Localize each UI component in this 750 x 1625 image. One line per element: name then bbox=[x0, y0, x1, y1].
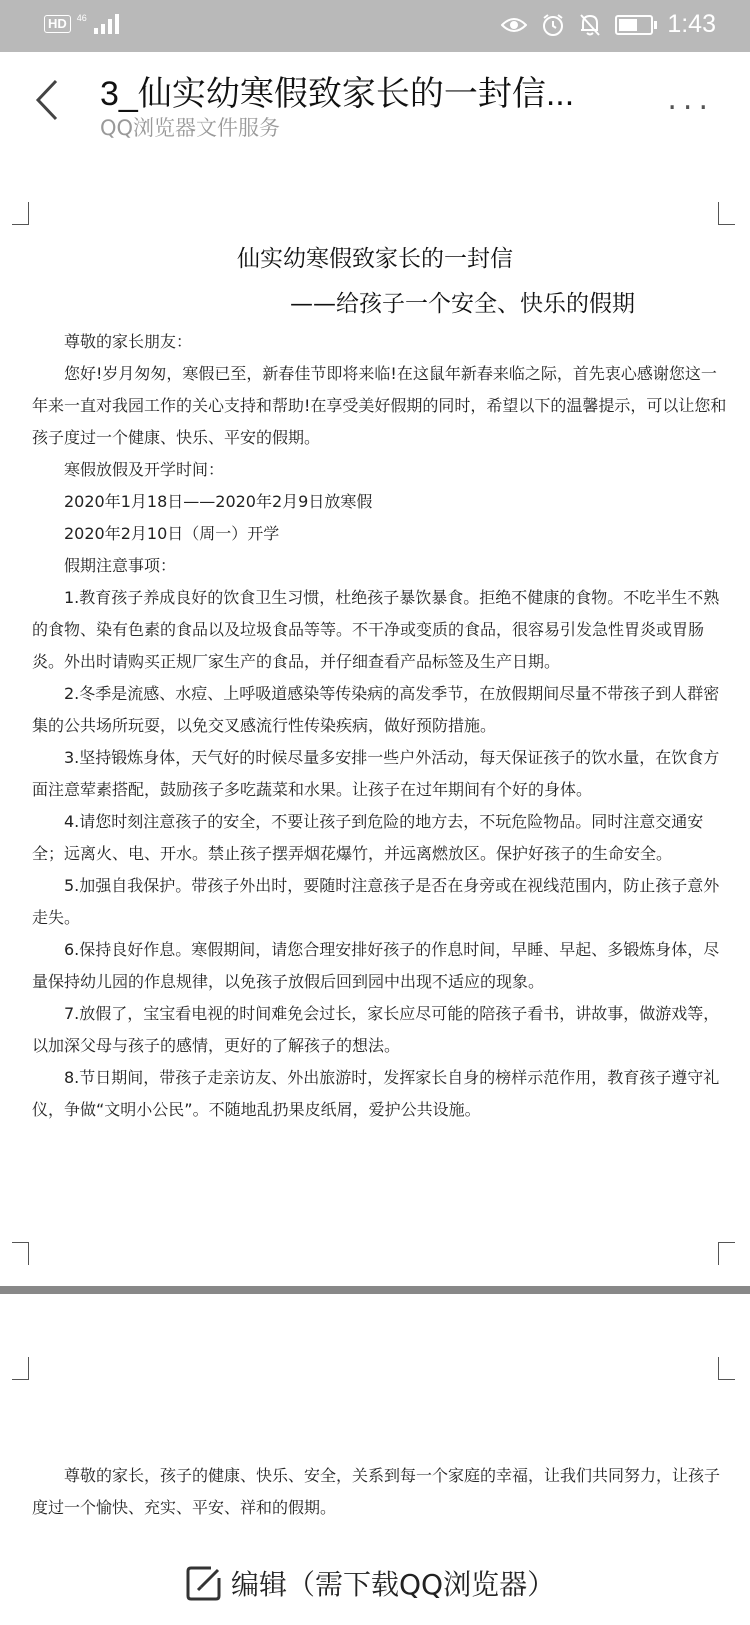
page-separator bbox=[0, 1286, 750, 1294]
document-title: 仙实幼寒假致家长的一封信 bbox=[237, 246, 513, 272]
page-corner-mark bbox=[718, 1242, 735, 1265]
closing-paragraph: 尊敬的家长，孩子的健康、快乐、安全，关系到每一个家庭的幸福，让我们共同努力，让孩子度过一个愉快、充实、平安、祥和的假期。 bbox=[32, 1466, 721, 1517]
notice-item: 1.教育孩子养成良好的饮食卫生习惯，杜绝孩子暴饮暴食。拒绝不健康的食物。不吃半生不熟的食物、染有色素的食品以及垃圾食品等等。不干净或变质的食品，很容易引发急性胃炎或胃肠炎。外出时请购买正规厂家生产的食品，并仔细查看产品标签及生产日期。 bbox=[32, 588, 720, 671]
notice-item: 7.放假了，宝宝看电视的时间难免会过长，家长应尽可能的陪孩子看书，讲故事，做游戏等，以加深父母与孩子的感情，更好的了解孩子的想法。 bbox=[32, 1004, 720, 1055]
hd-badge: HD bbox=[44, 15, 71, 33]
back-arrow-icon[interactable] bbox=[34, 78, 60, 122]
body-paragraph: 假期注意事项： bbox=[64, 556, 177, 575]
bottom-bar bbox=[0, 1545, 750, 1625]
notice-item: 8.节日期间，带孩子走亲访友、外出旅游时，发挥家长自身的榜样示范作用，教育孩子遵守礼仪，争做“文明小公民”。不随地乱扔果皮纸屑，爱护公共设施。 bbox=[32, 1068, 720, 1119]
signal-icon bbox=[93, 14, 119, 34]
closing-text bbox=[32, 1460, 732, 1524]
edit-icon bbox=[185, 1564, 223, 1602]
status-bar bbox=[0, 0, 750, 52]
notice-item: 3.坚持锻炼身体，天气好的时候尽量多安排一些户外活动，每天保证孩子的饮水量，在饮食方面注意荤素搭配，鼓励孩子多吃蔬菜和水果。让孩子在过年期间有个好的身体。 bbox=[32, 748, 720, 799]
notice-item: 4.请您时刻注意孩子的安全，不要让孩子到危险的地方去，不玩危险物品。同时注意交通安全；远离火、电、开水。禁止孩子摆弄烟花爆竹，并远离燃放区。保护好孩子的生命安全。 bbox=[32, 812, 704, 863]
page-title: 3_仙实幼寒假致家长的一封信... bbox=[100, 75, 575, 113]
page-corner-mark bbox=[718, 1357, 735, 1380]
more-options-icon[interactable]: ... bbox=[667, 82, 714, 117]
edit-button-label: 编辑（需下载QQ浏览器） bbox=[231, 1568, 556, 1601]
edit-button[interactable] bbox=[185, 1563, 555, 1603]
page-corner-mark bbox=[718, 202, 735, 225]
body-paragraph: 2020年2月10日（周一）开学 bbox=[64, 524, 280, 543]
page-corner-mark bbox=[12, 1357, 29, 1380]
greeting: 尊敬的家长朋友： bbox=[64, 332, 193, 351]
notice-item: 5.加强自我保护。带孩子外出时，要随时注意孩子是否在身旁或在视线范围内，防止孩子意外走失。 bbox=[32, 876, 720, 927]
status-bar-right bbox=[501, 10, 716, 39]
page-corner-mark bbox=[12, 1242, 29, 1265]
status-bar-left bbox=[44, 14, 119, 34]
bell-off-icon bbox=[579, 13, 601, 37]
page-corner-mark bbox=[12, 202, 29, 225]
document-subtitle: ——给孩子一个安全、快乐的假期 bbox=[290, 291, 635, 317]
battery-icon bbox=[615, 15, 653, 35]
page-subtitle: QQ浏览器文件服务 bbox=[100, 116, 281, 140]
notice-item: 2.冬季是流感、水痘、上呼吸道感染等传染病的高发季节，在放假期间尽量不带孩子到人群密集的公共场所玩耍，以免交叉感流行性传染疾病，做好预防措施。 bbox=[32, 684, 720, 735]
alarm-icon bbox=[541, 13, 565, 37]
app-header bbox=[0, 52, 750, 153]
network-type-label: 46 bbox=[76, 12, 87, 23]
notice-item: 6.保持良好作息。寒假期间，请您合理安排好孩子的作息时间，早睡、早起、多锻炼身体，尽量保持幼儿园的作息规律，以免孩子放假后回到园中出现不适应的现象。 bbox=[32, 940, 720, 991]
document-body bbox=[32, 326, 732, 1126]
body-paragraph: 您好!岁月匆匆，寒假已至，新春佳节即将来临!在这鼠年新春来临之际，首先衷心感谢您这一年来一直对我园工作的关心支持和帮助!在享受美好假期的同时，希望以下的温馨提示，可以让您和孩子度过一个健康、快乐、平安的假期。 bbox=[32, 364, 727, 447]
eye-icon bbox=[501, 15, 527, 35]
body-paragraph: 2020年1月18日——2020年2月9日放寒假 bbox=[64, 492, 373, 511]
status-time: 1:43 bbox=[667, 10, 716, 38]
body-paragraph: 寒假放假及开学时间： bbox=[64, 460, 225, 479]
